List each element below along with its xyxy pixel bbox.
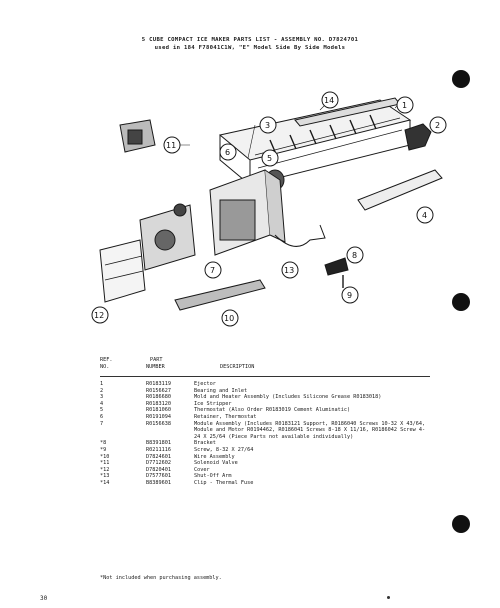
callout-7 — [205, 262, 221, 278]
part-number-cell: B8389601 — [146, 479, 171, 486]
table-row — [100, 440, 430, 447]
callout-9 — [342, 287, 358, 303]
ref-cell: 5 — [100, 407, 104, 414]
callout-1 — [397, 97, 413, 113]
table-row — [100, 414, 430, 421]
table-row — [100, 447, 430, 454]
ref-cell: *8 — [100, 440, 107, 447]
ref-cell: 2 — [100, 387, 104, 394]
description-cell: Retainer, Thermostat — [194, 413, 257, 420]
description-cell: Bearing and Inlet — [194, 387, 248, 394]
page-title — [0, 36, 500, 52]
svg-text:11: 11 — [166, 141, 177, 150]
part-number-cell: R0191094 — [146, 413, 171, 420]
module-assembly — [140, 170, 285, 270]
wire-assembly-part — [175, 280, 265, 310]
description-cell: Mold and Heater Assembly (Includes Silicone Grease R0183018) — [194, 394, 382, 401]
ref-cell: *10 — [100, 453, 110, 460]
description-cell: Cover — [194, 466, 210, 473]
callout-2 — [430, 117, 446, 133]
description-cell: Module Assembly (Includes R0183121 Support, R0186040 Screws 10-32 X 43/64, Module and Motor R0194462, R0186041 Screws 8-18 X 11/16, R0186042 Screw 4-24 X 25/64 (Piece Parts not available individually) — [194, 420, 426, 440]
part-number-cell: R0156627 — [146, 387, 171, 394]
binder-hole — [452, 515, 470, 533]
callout-10 — [222, 310, 238, 326]
bearing-part — [405, 124, 431, 150]
svg-text:7: 7 — [210, 266, 216, 275]
description-cell: Solenoid Valve — [194, 460, 238, 467]
part-number-cell: R0156638 — [146, 420, 171, 427]
table-row — [100, 454, 430, 461]
part-number-cell: D7712602 — [146, 460, 171, 467]
part-number-cell: D7820401 — [146, 466, 171, 473]
description-cell: Ejector — [194, 381, 216, 387]
svg-text:1: 1 — [402, 101, 408, 110]
description-cell: Bracket — [194, 440, 216, 447]
ref-cell: *9 — [100, 446, 107, 453]
part-number-cell: R0183119 — [146, 381, 171, 387]
table-row — [100, 473, 430, 480]
table-row — [100, 460, 430, 467]
table-row — [100, 388, 430, 395]
ref-cell: 1 — [100, 381, 104, 387]
page-mark — [387, 596, 390, 599]
ref-cell: 3 — [100, 394, 104, 401]
description-cell: Wire Assembly — [194, 453, 235, 460]
callout-8 — [347, 247, 363, 263]
svg-text:8: 8 — [352, 251, 358, 260]
description-header: DESCRIPTION — [220, 364, 255, 370]
table-row — [100, 381, 430, 388]
header-rule — [100, 376, 430, 377]
svg-text:12: 12 — [94, 311, 105, 320]
ref-header-2: NO. — [100, 364, 110, 370]
part-number-cell: B8391801 — [146, 440, 171, 447]
callout-3 — [260, 117, 276, 133]
description-cell: Thermostat (Also Order R0183019 Cement Aluminatic) — [194, 407, 351, 414]
part-number-cell: R0211116 — [146, 446, 171, 453]
page-number: 30 — [40, 595, 48, 602]
parts-table — [100, 357, 430, 487]
callout-13 — [282, 262, 298, 278]
table-row — [100, 407, 430, 414]
ref-cell: *14 — [100, 479, 110, 486]
svg-text:10: 10 — [224, 314, 235, 323]
svg-text:2: 2 — [435, 121, 441, 130]
description-cell: Screw, 8-32 X 27/64 — [194, 446, 254, 453]
part-number-cell: R0186680 — [146, 394, 171, 401]
svg-text:9: 9 — [347, 291, 353, 300]
table-row — [100, 467, 430, 474]
table-row — [100, 480, 430, 487]
bracket-part — [325, 258, 348, 275]
ref-cell: *13 — [100, 473, 110, 480]
ref-cell: 4 — [100, 400, 104, 407]
callout-6 — [220, 144, 236, 160]
ref-header-1: REF. — [100, 357, 113, 363]
svg-text:4: 4 — [422, 211, 428, 220]
part-header-1: PART — [150, 357, 163, 363]
part-header-2: NUMBER — [146, 364, 165, 370]
cover-part — [100, 240, 145, 302]
svg-text:5: 5 — [267, 154, 273, 163]
ice-stripper-part — [358, 170, 442, 210]
svg-text:3: 3 — [265, 121, 271, 130]
table-header — [100, 357, 430, 376]
solenoid-valve-part — [120, 120, 155, 152]
ref-cell: *11 — [100, 460, 110, 467]
exploded-diagram — [80, 60, 460, 340]
callout-14 — [322, 92, 338, 108]
mold-assembly — [220, 100, 410, 185]
description-cell: Clip - Thermal Fuse — [194, 479, 254, 486]
callout-4 — [417, 207, 433, 223]
part-number-cell: R0183120 — [146, 400, 171, 407]
svg-text:14: 14 — [324, 96, 335, 105]
table-row — [100, 394, 430, 401]
title-line-2: used in 184 F78041C1W, "E" Model Side By Side Models — [154, 45, 346, 51]
ref-cell: 7 — [100, 420, 104, 427]
ref-cell: *12 — [100, 466, 110, 473]
svg-text:6: 6 — [225, 148, 231, 157]
callout-5 — [262, 150, 278, 166]
table-row — [100, 421, 430, 441]
title-line-1: 5 CUBE COMPACT ICE MAKER PARTS LIST - ASSEMBLY NO. D7824701 — [141, 37, 359, 43]
description-cell: Shut-Off Arm — [194, 473, 232, 480]
table-row — [100, 401, 430, 408]
ref-cell: 6 — [100, 413, 104, 420]
part-number-cell: R0181060 — [146, 407, 171, 414]
callout-12 — [92, 307, 108, 323]
svg-text:13: 13 — [284, 266, 295, 275]
part-number-cell: D7577601 — [146, 473, 171, 480]
footnote: *Not included when purchasing assembly. — [100, 575, 222, 581]
description-cell: Ice Stripper — [194, 400, 232, 407]
callout-11 — [164, 137, 180, 153]
part-number-cell: D7824601 — [146, 453, 171, 460]
